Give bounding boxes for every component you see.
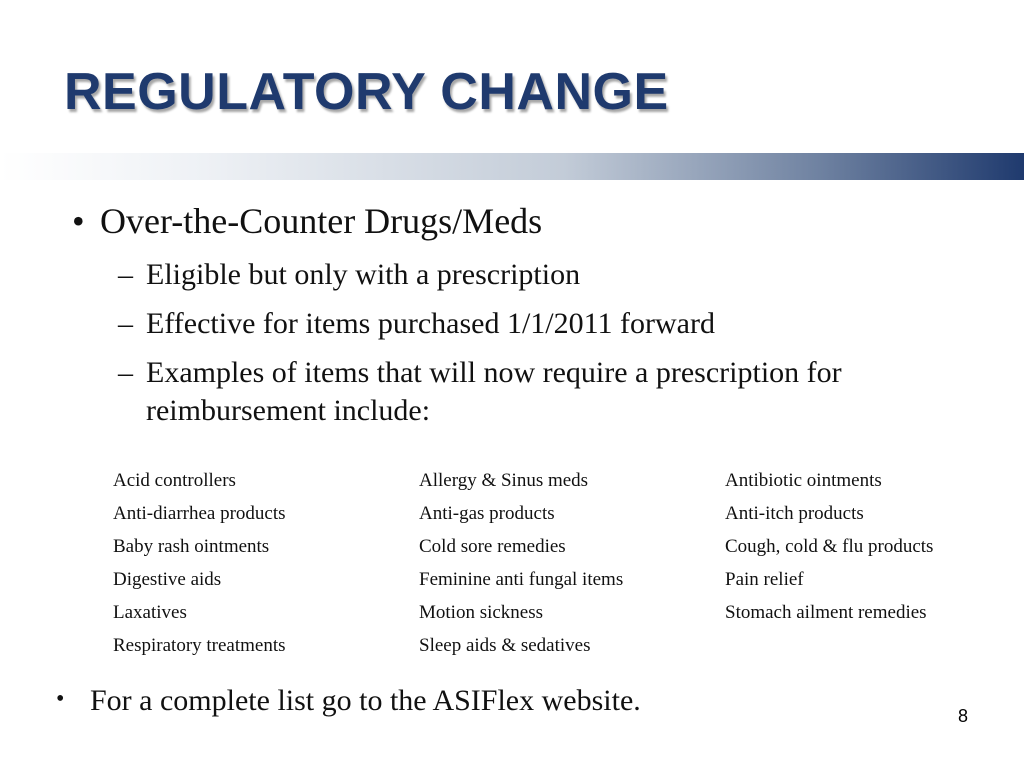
table-row: [113, 629, 1005, 662]
sub-bullet-text: Eligible but only with a prescription: [146, 258, 581, 291]
dash-marker: –: [118, 356, 133, 389]
sub-bullet-item: [118, 256, 998, 294]
sub-bullet-item: [118, 354, 998, 430]
table-cell: Digestive aids: [113, 568, 222, 590]
table-cell: Respiratory treatments: [113, 634, 286, 656]
table-cell: Antibiotic ointments: [725, 469, 882, 491]
table-row: [113, 464, 1005, 497]
table-cell: Sleep aids & sedatives: [419, 634, 591, 656]
sub-bullet-text: Examples of items that will now require a prescription for reimbursement include:: [146, 356, 842, 427]
table-cell: Anti-diarrhea products: [113, 502, 286, 524]
table-row: [113, 530, 1005, 563]
sub-bullet-text: Effective for items purchased 1/1/2011 forward: [146, 307, 715, 340]
sub-bullet-list: [118, 256, 998, 441]
dash-marker: –: [118, 258, 133, 291]
table-cell: [725, 629, 1005, 662]
slide-title: REGULATORY CHANGE: [64, 63, 669, 121]
table-cell: Motion sickness: [419, 601, 544, 623]
sub-bullet-item: [118, 305, 998, 343]
table-cell: Cold sore remedies: [419, 535, 566, 557]
table-cell: Pain relief: [725, 568, 804, 590]
bullet-marker: •: [72, 201, 85, 241]
table-row: [113, 497, 1005, 530]
table-row: [113, 596, 1005, 629]
slide-number: 8: [957, 706, 968, 726]
title-gradient-bar: [0, 153, 1024, 180]
table-cell: Acid controllers: [113, 469, 236, 491]
table-cell: Feminine anti fungal items: [419, 568, 624, 590]
examples-table: [113, 464, 1005, 662]
table-row: [113, 563, 1005, 596]
dash-marker: –: [118, 307, 133, 340]
bullet-marker: •: [56, 686, 65, 712]
table-cell: Allergy & Sinus meds: [419, 469, 589, 491]
table-cell: Stomach ailment remedies: [725, 601, 927, 623]
table-cell: Cough, cold & flu products: [725, 535, 934, 557]
table-cell: Laxatives: [113, 601, 187, 623]
table-cell: Anti-gas products: [419, 502, 555, 524]
footer-bullet-text: For a complete list go to the ASIFlex website.: [90, 684, 641, 717]
table-cell: Baby rash ointments: [113, 535, 270, 557]
table-cell: Anti-itch products: [725, 502, 864, 524]
main-bullet-text: Over-the-Counter Drugs/Meds: [100, 201, 543, 241]
